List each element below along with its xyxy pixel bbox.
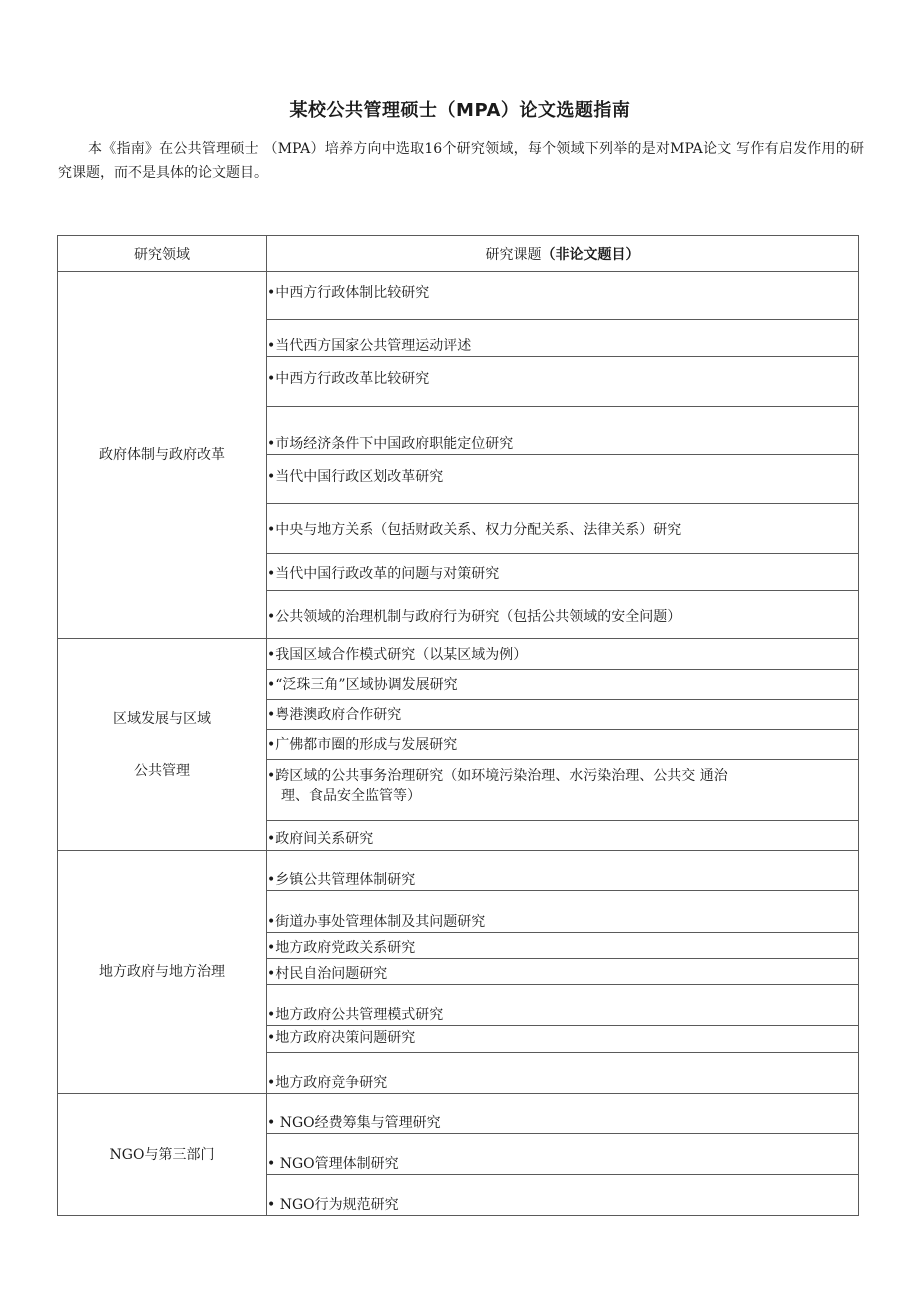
area-line-2: 公共管理	[134, 762, 190, 779]
topic-cell: •地方政府竞争研究	[267, 1053, 859, 1094]
table-header-row	[58, 236, 859, 272]
topic-cell: • NGO行为规范研究	[267, 1175, 859, 1216]
topic-cell: •广佛都市圈的形成与发展研究	[267, 730, 859, 760]
topic-cell: •“泛珠三角”区域协调发展研究	[267, 670, 859, 700]
header-topic	[267, 236, 859, 272]
topic-cell: • NGO经费筹集与管理研究	[267, 1094, 859, 1134]
topic-cell: •乡镇公共管理体制研究	[267, 851, 859, 891]
topic-cell: •粤港澳政府合作研究	[267, 700, 859, 730]
topic-cell: •村民自治问题研究	[267, 959, 859, 985]
topic-cell: •地方政府党政关系研究	[267, 933, 859, 959]
topic-cell	[267, 760, 859, 821]
topic-cell: •市场经济条件下中国政府职能定位研究	[267, 407, 859, 455]
topic-cell: •街道办事处管理体制及其问题研究	[267, 891, 859, 933]
topic-cell: • NGO管理体制研究	[267, 1134, 859, 1175]
topics-table	[57, 235, 859, 1216]
topic-text-continued: 理、食品安全监管等）	[281, 788, 421, 804]
topic-cell: •当代中国行政改革的问题与对策研究	[267, 554, 859, 591]
page-title: 某校公共管理硕士（MPA）论文选题指南	[289, 100, 631, 121]
topic-cell: •中西方行政体制比较研究	[267, 272, 859, 320]
topic-cell: •公共领域的治理机制与政府行为研究（包括公共领域的安全问题）	[267, 591, 859, 639]
topic-cell: •当代中国行政区划改革研究	[267, 455, 859, 504]
topic-cell: •中央与地方关系（包括财政关系、权力分配关系、法律关系）研究	[267, 504, 859, 554]
table-row	[58, 851, 859, 891]
header-area: 研究领域	[58, 236, 267, 272]
topic-cell: •地方政府决策问题研究	[267, 1026, 859, 1053]
topic-cell: •中西方行政改革比较研究	[267, 357, 859, 407]
header-topic-note: （非论文题目）	[541, 246, 640, 263]
area-cell: 政府体制与政府改革	[58, 272, 267, 639]
table-row	[58, 639, 859, 670]
area-line-1: 区域发展与区域	[113, 710, 211, 727]
header-topic-label: 研究课题	[485, 246, 542, 263]
topic-cell: •当代西方国家公共管理运动评述	[267, 320, 859, 357]
table-row	[58, 272, 859, 320]
table-row	[58, 1094, 859, 1134]
intro-paragraph: 本《指南》在公共管理硕士 （MPA）培养方向中选取16个研究领域，每个领域下列举的是对MPA论文 写作有启发作用的研究课题，而不是具体的论文题目。	[58, 141, 864, 181]
topic-cell: •地方政府公共管理模式研究	[267, 985, 859, 1026]
area-cell: NGO与第三部门	[58, 1094, 267, 1216]
area-cell: 地方政府与地方治理	[58, 851, 267, 1094]
topic-text: •跨区域的公共事务治理研究（如环境污染治理、水污染治理、公共交 通治	[267, 768, 728, 784]
topic-cell: •政府间关系研究	[267, 821, 859, 851]
topic-cell: •我国区域合作模式研究（以某区域为例）	[267, 639, 859, 670]
area-cell	[58, 639, 267, 851]
